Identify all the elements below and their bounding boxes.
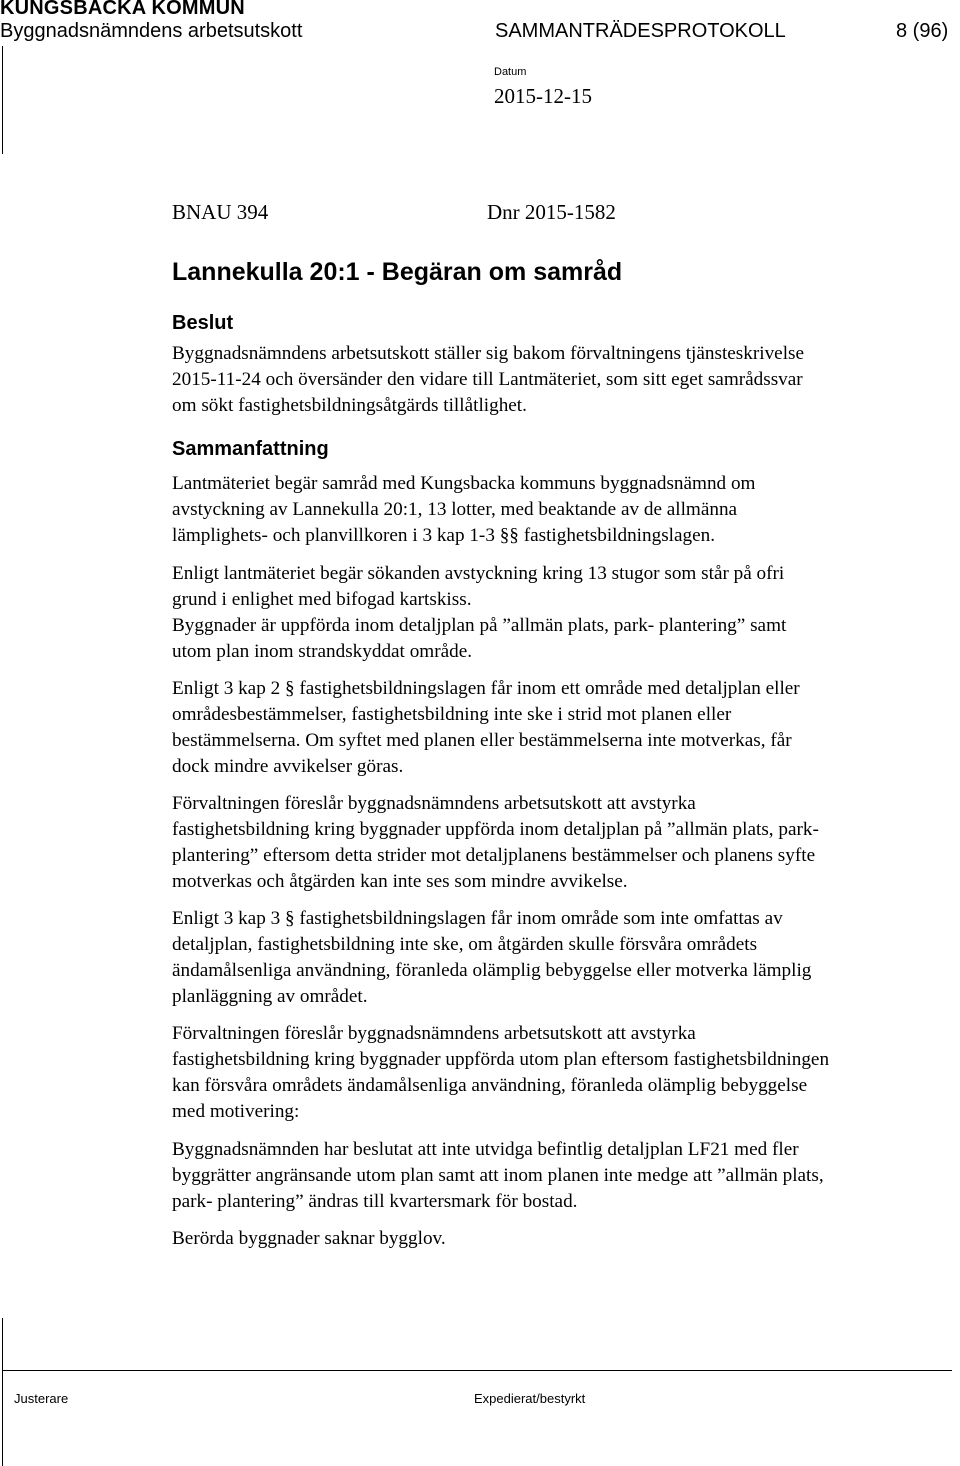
case-number: BNAU 394 xyxy=(172,200,269,224)
summary-line: park- plantering” ändras till kvartersmark för bostad. xyxy=(172,1191,578,1212)
summary-line: lämplighets- och planvillkoren i 3 kap 1-3 §§ fastighetsbildningslagen. xyxy=(172,525,716,546)
page-number: 8 (96) xyxy=(896,20,949,42)
summary-paragraph-6 xyxy=(172,1021,829,1125)
decision-line: om sökt fastighetsbildningsåtgärds tillåtlighet. xyxy=(172,395,527,416)
case-title: Lannekulla 20:1 - Begäran om samråd xyxy=(172,258,623,286)
summary-paragraph-7 xyxy=(172,1137,824,1215)
summary-line: Enligt lantmäteriet begär sökanden avstyckning kring 13 stugor som står på ofri xyxy=(172,563,785,584)
summary-line: dock mindre avvikelser göras. xyxy=(172,756,404,777)
meeting-date: 2015-12-15 xyxy=(494,84,592,108)
document-type: SAMMANTRÄDESPROTOKOLL xyxy=(495,20,786,42)
expedierat-label: Expedierat/bestyrkt xyxy=(474,1391,586,1406)
footer-divider xyxy=(2,1370,952,1371)
summary-line: Förvaltningen föreslår byggnadsnämndens arbetsutskott att avstyrka xyxy=(172,793,696,814)
diary-number: Dnr 2015-1582 xyxy=(487,200,616,224)
summary-line: grund i enlighet med bifogad kartskiss. xyxy=(172,589,472,610)
summary-line: Byggnader är uppförda inom detaljplan på ”allmän plats, park- plantering” samt xyxy=(172,615,787,636)
summary-line: med motivering: xyxy=(172,1101,300,1122)
summary-line: plantering” eftersom detta strider mot detaljplanens bestämmelser och planens syfte xyxy=(172,845,816,866)
summary-line: Berörda byggnader saknar bygglov. xyxy=(172,1228,446,1249)
summary-line: fastighetsbildning kring byggnader uppförda inom detaljplan på ”allmän plats, park- xyxy=(172,819,819,840)
summary-line: byggrätter angränsande utom plan samt att inom planen inte medge att ”allmän plats, xyxy=(172,1165,824,1186)
summary-line: kan försvåra områdets ändamålsenliga användning, föranleda olämplig bebyggelse xyxy=(172,1075,808,1096)
summary-paragraph-1 xyxy=(172,471,755,549)
summary-line: planläggning av området. xyxy=(172,986,368,1007)
margin-rule-bottom xyxy=(2,1318,3,1466)
decision-text xyxy=(172,341,804,419)
summary-paragraph-5 xyxy=(172,906,811,1010)
summary-paragraph-3 xyxy=(172,676,800,780)
justerare-label: Justerare xyxy=(14,1391,69,1406)
summary-line: bestämmelserna. Om syftet med planen eller bestämmelserna inte motverkas, får xyxy=(172,730,792,751)
summary-line: Byggnadsnämnden har beslutat att inte utvidga befintlig detaljplan LF21 med fler xyxy=(172,1139,799,1160)
decision-line: Byggnadsnämndens arbetsutskott ställer sig bakom förvaltningens tjänsteskrivelse xyxy=(172,343,805,364)
summary-paragraph-4 xyxy=(172,791,819,895)
summary-line: Enligt 3 kap 3 § fastighetsbildningslagen får inom område som inte omfattas av xyxy=(172,908,783,929)
summary-line: Enligt 3 kap 2 § fastighetsbildningslagen får inom ett område med detaljplan eller xyxy=(172,678,800,699)
summary-paragraph-2 xyxy=(172,561,786,665)
summary-line: utom plan inom strandskyddat område. xyxy=(172,641,473,662)
summary-line: fastighetsbildning kring byggnader uppförda utom plan eftersom fastighetsbildningen xyxy=(172,1049,830,1070)
summary-heading: Sammanfattning xyxy=(172,438,329,460)
decision-line: 2015-11-24 och översänder den vidare till Lantmäteriet, som sitt eget samrådssvar xyxy=(172,369,803,390)
organization-name: KUNGSBACKA KOMMUN xyxy=(0,0,245,19)
summary-line: detaljplan, fastighetsbildning inte ske, om åtgärden skulle försvåra områdets xyxy=(172,934,758,955)
summary-paragraph-8 xyxy=(172,1226,446,1252)
summary-line: motverkas och åtgärden kan inte ses som mindre avvikelse. xyxy=(172,871,628,892)
decision-heading: Beslut xyxy=(172,312,234,334)
summary-line: Förvaltningen föreslår byggnadsnämndens arbetsutskott att avstyrka xyxy=(172,1023,696,1044)
committee-name: Byggnadsnämndens arbetsutskott xyxy=(0,20,303,42)
summary-line: ändamålsenliga användning, föranleda olämplig bebyggelse eller motverka lämplig xyxy=(172,960,812,981)
date-label: Datum xyxy=(494,66,527,78)
summary-line: områdesbestämmelser, fastighetsbildning inte ske i strid mot planen eller xyxy=(172,704,732,725)
summary-line: Lantmäteriet begär samråd med Kungsbacka kommuns byggnadsnämnd om xyxy=(172,473,756,494)
summary-line: avstyckning av Lannekulla 20:1, 13 lotter, med beaktande av de allmänna xyxy=(172,499,738,520)
margin-rule-top xyxy=(2,46,3,154)
